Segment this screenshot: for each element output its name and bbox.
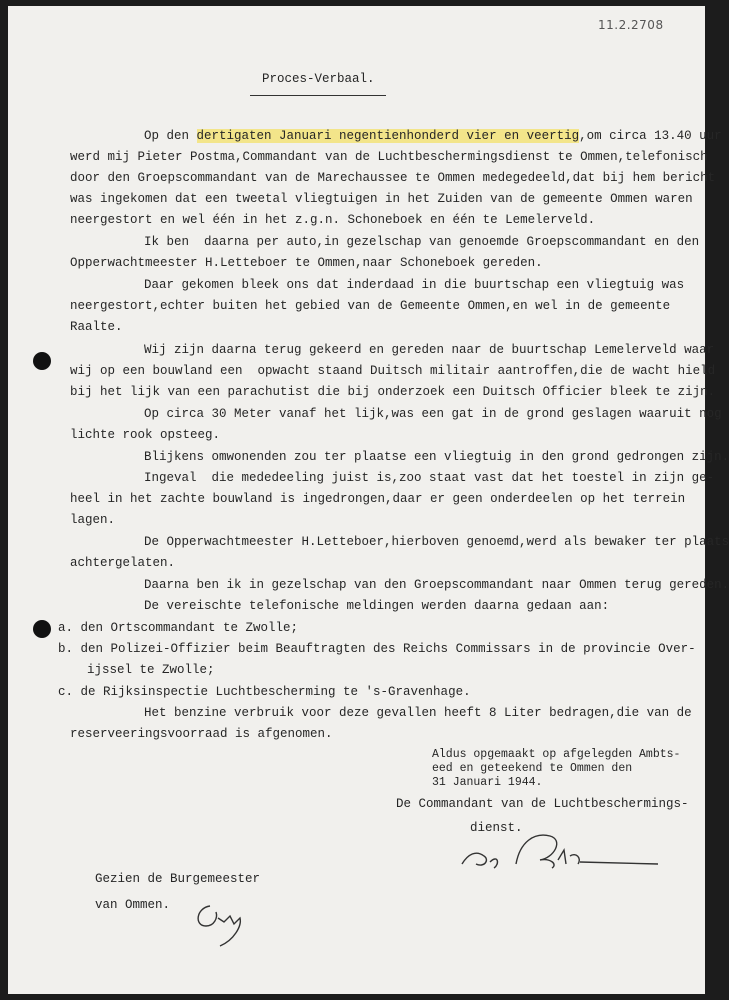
paragraph-line: bij het lijk van een parachutist die bij onderzoek een Duitsch Officier bleek te zijn. bbox=[70, 385, 716, 399]
list-item-b: b. den Polizei-Offizier beim Beauftragten des Reichs Commissars in de provincie Over- bbox=[58, 642, 696, 656]
document-title: Proces-Verbaal. bbox=[262, 72, 375, 86]
paragraph-line: lichte rook opsteeg. bbox=[70, 428, 221, 442]
document-page bbox=[8, 6, 729, 994]
punch-hole bbox=[33, 620, 51, 638]
paragraph-line: neergestort,echter buiten het gebied van de Gemeente Ommen,en wel in de gemeente bbox=[70, 299, 671, 313]
paragraph-line: reserveeringsvoorraad is afgenomen. bbox=[70, 727, 333, 741]
paragraph-line: Op circa 30 Meter vanaf het lijk,was een gat in de grond geslagen waaruit nog bbox=[144, 407, 722, 421]
paragraph-line: wij op een bouwland een opwacht staand Duitsch militair aantroffen,die de wacht hield bbox=[70, 364, 716, 378]
list-item-b-continued: ijssel te Zwolle; bbox=[87, 663, 215, 677]
list-item-c: c. de Rijksinspectie Luchtbescherming te 's-Gravenhage. bbox=[58, 685, 471, 699]
paragraph-line: Blijkens omwonenden zou ter plaatse een vliegtuig in den grond gedrongen zijn. bbox=[144, 450, 729, 464]
paragraph-line: De Opperwachtmeester H.Letteboer,hierboven genoemd,werd als bewaker ter plaats bbox=[144, 535, 729, 549]
paragraph-line: achtergelaten. bbox=[70, 556, 176, 570]
paragraph-line: werd mij Pieter Postma,Commandant van de Luchtbeschermingsdienst te Ommen,telefonisch bbox=[70, 150, 708, 164]
paragraph-line: Wij zijn daarna terug gekeerd en gereden naar de buurtschap Lemelerveld waar bbox=[144, 343, 715, 357]
paragraph-line: heel in het zachte bouwland is ingedrongen,daar er geen onderdeelen op het terrein bbox=[70, 492, 686, 506]
paragraph-line: Raalte. bbox=[70, 320, 123, 334]
paragraph-line: De vereischte telefonische meldingen werden daarna gedaan aan: bbox=[144, 599, 610, 613]
mayor-seen-line: Gezien de Burgemeester bbox=[95, 872, 261, 886]
paragraph-line: Opperwachtmeester H.Letteboer te Ommen,naar Schoneboek gereden. bbox=[70, 256, 543, 270]
paragraph-line: Ingeval die mededeeling juist is,zoo staat vast dat het toestel in zijn ge- bbox=[144, 471, 715, 485]
paragraph-line: neergestort en wel één in het z.g.n. Schoneboek en één te Lemelerveld. bbox=[70, 213, 596, 227]
closing-line: Aldus opgemaakt op afgelegden Ambts- bbox=[432, 748, 681, 761]
paragraph-line: door den Groepscommandant van de Marechaussee te Ommen medegedeeld,dat bij hem bericht bbox=[70, 171, 716, 185]
paragraph-line: Daar gekomen bleek ons dat inderdaad in die buurtschap een vliegtuig was bbox=[144, 278, 685, 292]
commander-signature bbox=[454, 824, 664, 876]
signatory-title-continued: dienst. bbox=[470, 821, 523, 835]
signatory-title: De Commandant van de Luchtbeschermings- bbox=[396, 797, 689, 811]
list-item-a: a. den Ortscommandant te Zwolle; bbox=[58, 621, 299, 635]
archive-reference: 11.2.2708 bbox=[598, 18, 664, 32]
punch-hole bbox=[33, 352, 51, 370]
mayor-municipality: van Ommen. bbox=[95, 898, 171, 912]
paragraph-line: was ingekomen dat een tweetal vliegtuigen in het Zuiden van de gemeente Ommen waren bbox=[70, 192, 693, 206]
paragraph-line: Op den dertigaten Januari negentienhonderd vier en veertig,om circa 13.40 uur bbox=[144, 129, 722, 143]
paragraph-line: Daarna ben ik in gezelschap van den Groepscommandant naar Ommen terug gereden. bbox=[144, 578, 729, 592]
paragraph-line: Het benzine verbruik voor deze gevallen heeft 8 Liter bedragen,die van de bbox=[144, 706, 692, 720]
title-underline bbox=[250, 95, 386, 96]
highlighted-date: dertigaten Januari negentienhonderd vier en veertig bbox=[196, 129, 580, 143]
paragraph-line: lagen. bbox=[70, 513, 116, 527]
mayor-signature bbox=[190, 892, 260, 950]
closing-date: 31 Januari 1944. bbox=[432, 776, 543, 789]
paragraph-line: Ik ben daarna per auto,in gezelschap van genoemde Groepscommandant en den bbox=[144, 235, 700, 249]
closing-line: eed en geteekend te Ommen den bbox=[432, 762, 633, 775]
